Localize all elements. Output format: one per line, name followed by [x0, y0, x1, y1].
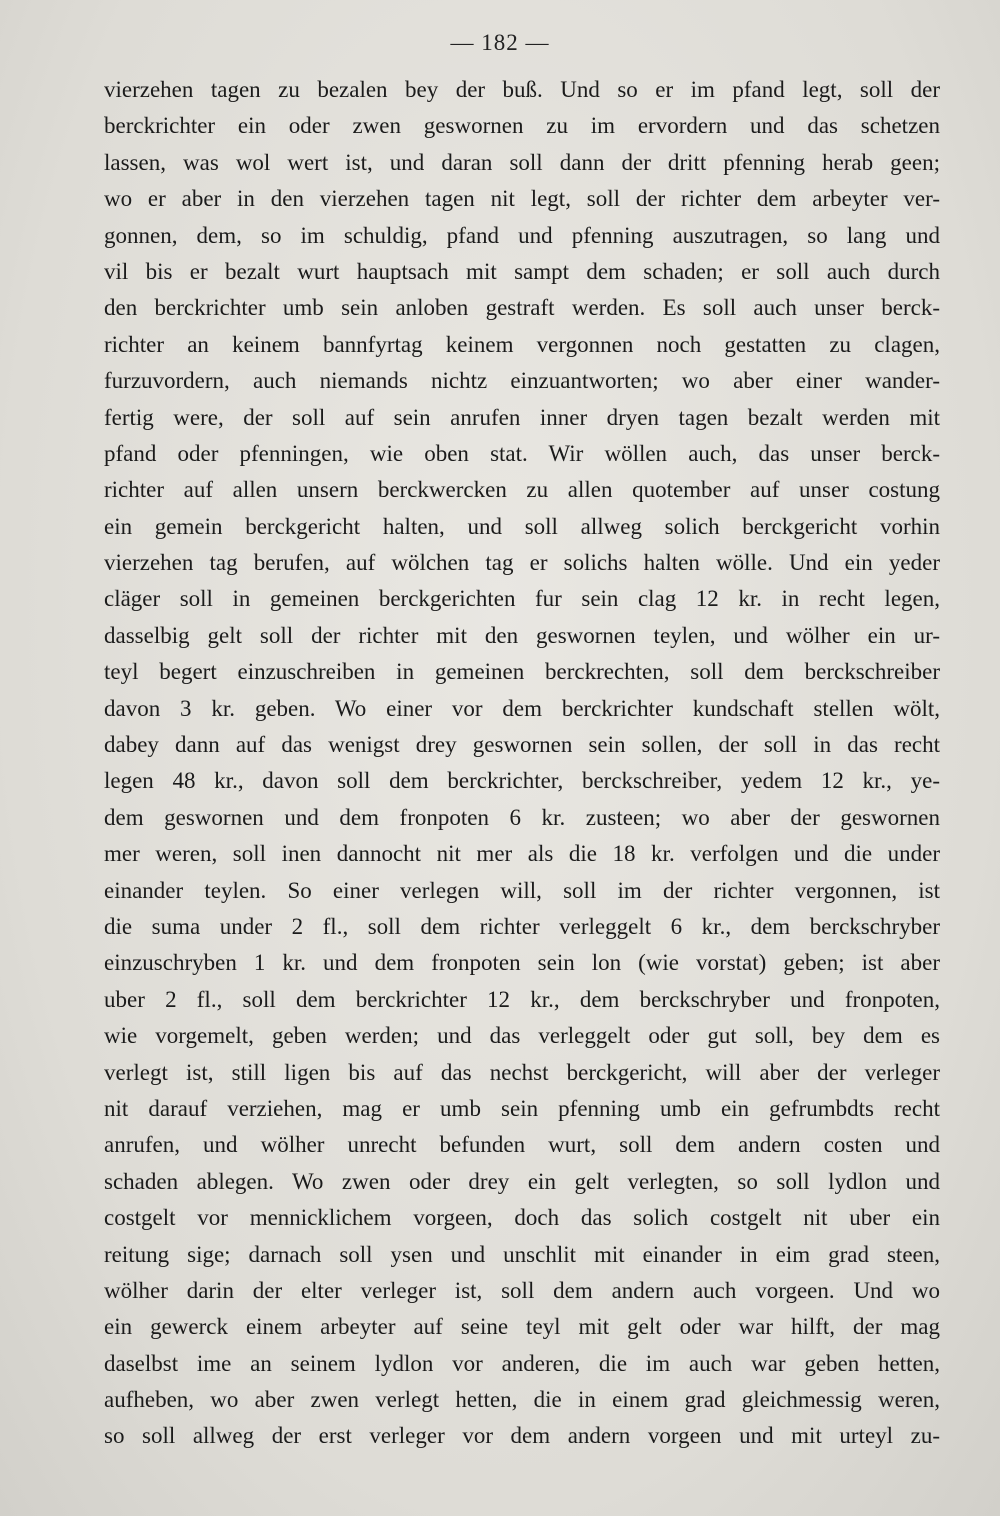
text-line: mer weren, soll inen dannocht nit mer als die 18 kr. verfolgen und die under	[104, 841, 940, 867]
text-line: reitung sige; darnach soll ysen und unschlit mit einander in eim grad steen,	[104, 1241, 940, 1267]
text-line: vierzehen tagen zu bezalen bey der buß. Und so er im pfand legt, soll der	[104, 77, 940, 102]
text-line: aufheben, wo aber zwen verlegt hetten, die in einem grad gleichmessig weren,	[104, 1387, 940, 1413]
text-line: wie vorgemelt, geben werden; und das verleggelt oder gut soll, bey dem es	[104, 1023, 940, 1049]
text-line: anrufen, und wölher unrecht befunden wurt, soll dem andern costen und	[104, 1132, 940, 1158]
text-line: vierzehen tag berufen, auf wölchen tag er solichs halten wölle. Und ein yeder	[104, 550, 940, 576]
text-line: richter auf allen unsern berckwercken zu allen quotember auf unser costung	[104, 477, 940, 503]
text-line: verlegt ist, still ligen bis auf das nechst berckgericht, will aber der verleger	[104, 1059, 940, 1085]
text-line: so soll allweg der erst verleger vor dem andern vorgeen und mit urteyl zu-	[104, 1423, 940, 1449]
text-line: daselbst ime an seinem lydlon vor anderen, die im auch war geben hetten,	[104, 1350, 940, 1376]
text-line: pfand oder pfenningen, wie oben stat. Wir wöllen auch, das unser berck-	[104, 440, 940, 466]
text-line: lassen, was wol wert ist, und daran soll dann der dritt pfenning herab geen;	[104, 149, 940, 175]
text-line: dabey dann auf das wenigst drey geswornen sein sollen, der soll in das recht	[104, 732, 940, 758]
text-line: teyl begert einzuschreiben in gemeinen berckrechten, soll dem berckschreiber	[104, 659, 940, 685]
text-line: den berckrichter umb sein anloben gestraft werden. Es soll auch unser berck-	[104, 295, 940, 321]
text-line: furzuvordern, auch niemands nichtz einzuantworten; wo aber einer wander-	[104, 368, 940, 394]
text-line: wo er aber in den vierzehen tagen nit legt, soll der richter dem arbeyter ver-	[104, 186, 940, 212]
text-line: einzuschryben 1 kr. und dem fronpoten sein lon (wie vorstat) geben; ist aber	[104, 950, 940, 976]
text-line: einander teylen. So einer verlegen will, soll im der richter vergonnen, ist	[104, 877, 940, 903]
page-number: — 182 —	[450, 30, 550, 55]
text-line: cläger soll in gemeinen berckgerichten fur sein clag 12 kr. in recht legen,	[104, 586, 940, 612]
text-line: richter an keinem bannfyrtag keinem vergonnen noch gestatten zu clagen,	[104, 331, 940, 357]
text-line: berckrichter ein oder zwen geswornen zu im ervordern und das schetzen	[104, 113, 940, 139]
text-line: die suma under 2 fl., soll dem richter verleggelt 6 kr., dem berckschryber	[104, 913, 940, 939]
text-line: ein gemein berckgericht halten, und soll allweg solich berckgericht vorhin	[104, 513, 940, 539]
text-line: gonnen, dem, so im schuldig, pfand und pfenning auszutragen, so lang und	[104, 222, 940, 248]
text-line: fertig were, der soll auf sein anrufen inner dryen tagen bezalt werden mit	[104, 404, 940, 430]
text-line: schaden ablegen. Wo zwen oder drey ein gelt verlegten, so soll lydlon und	[104, 1168, 940, 1194]
text-line: dasselbig gelt soll der richter mit den geswornen teylen, und wölher ein ur-	[104, 622, 940, 648]
text-line: ein gewerck einem arbeyter auf seine teyl mit gelt oder war hilft, der mag	[104, 1314, 940, 1340]
text-line: vil bis er bezalt wurt hauptsach mit sampt dem schaden; er soll auch durch	[104, 258, 940, 284]
text-line: davon 3 kr. geben. Wo einer vor dem berckrichter kundschaft stellen wölt,	[104, 695, 940, 721]
text-line: dem geswornen und dem fronpoten 6 kr. zusteen; wo aber der geswornen	[104, 804, 940, 830]
body-text	[104, 72, 940, 1455]
text-line: legen 48 kr., davon soll dem berckrichter, berckschreiber, yedem 12 kr., ye-	[104, 768, 940, 794]
text-line: nit darauf verziehen, mag er umb sein pfenning umb ein gefrumbdts recht	[104, 1095, 940, 1121]
text-line: costgelt vor mennicklichem vorgeen, doch das solich costgelt nit uber ein	[104, 1205, 940, 1231]
text-line: wölher darin der elter verleger ist, soll dem andern auch vorgeen. Und wo	[104, 1277, 940, 1303]
text-line: uber 2 fl., soll dem berckrichter 12 kr., dem berckschryber und fronpoten,	[104, 986, 940, 1012]
